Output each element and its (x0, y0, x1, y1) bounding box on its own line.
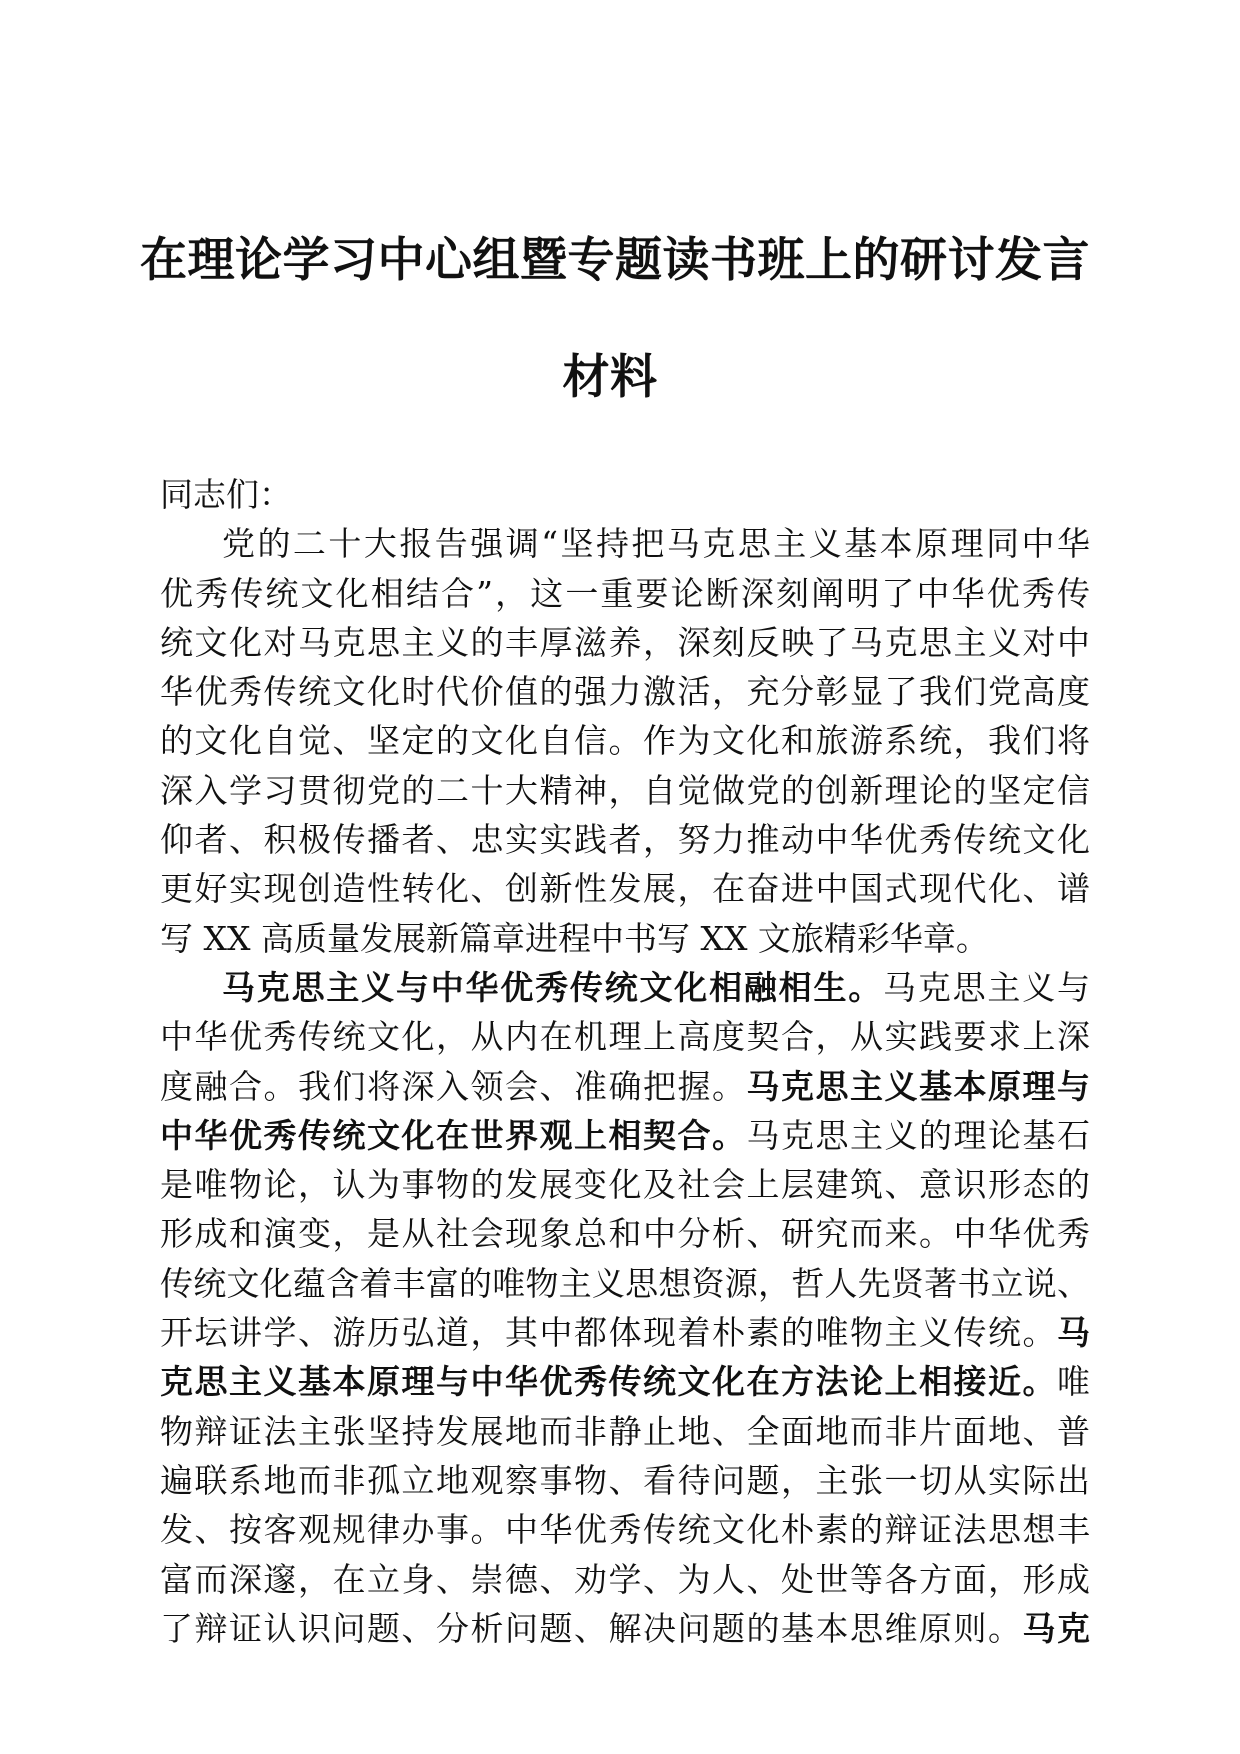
paragraph-1-line: 仰者、积极传播者、忠实实践者，努力推动中华优秀传统文化 (160, 820, 1090, 860)
paragraph-2-line: 发、按客观规律办事。中华优秀传统文化朴素的辩证法思想丰 (160, 1510, 1090, 1550)
paragraph-2-line (160, 1062, 1090, 1111)
paragraph-2-line (160, 1604, 1090, 1653)
document-body (160, 470, 1090, 1653)
document-title-line-2: 材料 (562, 350, 658, 405)
heading-marxism-and-culture: 马克思主义与中华优秀传统文化相融相生。 (222, 967, 884, 1007)
paragraph-2-line (160, 963, 1090, 1012)
paragraph-2-text: 度融合。我们将深入领会、准确把握。 (160, 1066, 747, 1106)
paragraph-1-line: 深入学习贯彻党的二十大精神，自觉做党的创新理论的坚定信 (160, 770, 1090, 810)
paragraph-1-line: 党的二十大报告强调“坚持把马克思主义基本原理同中华 (222, 524, 1090, 564)
paragraph-2-line: 中华优秀传统文化，从内在机理上高度契合，从实践要求上深 (160, 1017, 1090, 1057)
heading-methodology-cont: 克思主义基本原理与中华优秀传统文化在方法论上相接近。 (160, 1362, 1057, 1402)
paragraph-2-line: 形成和演变，是从社会现象总和中分析、研究而来。中华优秀 (160, 1214, 1090, 1254)
paragraph-2-text: 唯 (1057, 1362, 1090, 1402)
paragraph-2-line (160, 1111, 1090, 1160)
paragraph-2-line: 物辩证法主张坚持发展地而非静止地、全面地而非片面地、普 (160, 1411, 1090, 1451)
heading-methodology: 马 (1057, 1313, 1090, 1353)
heading-next: 马克 (1022, 1608, 1090, 1648)
paragraph-2-text: 了辩证认识问题、分析问题、解决问题的基本思维原则。 (160, 1608, 1023, 1648)
heading-worldview: 马克思主义基本原理与 (746, 1066, 1090, 1106)
paragraph-1-line: 写 XX 高质量发展新篇章进程中书写 XX 文旅精彩华章。 (160, 918, 989, 958)
paragraph-2-line (160, 1308, 1090, 1357)
paragraph-1-line: 华优秀传统文化时代价值的强力激活，充分彰显了我们党高度 (160, 672, 1090, 712)
paragraph-2-line: 传统文化蕴含着丰富的唯物主义思想资源，哲人先贤著书立说、 (160, 1263, 1090, 1303)
heading-worldview-cont: 中华优秀传统文化在世界观上相契合。 (160, 1115, 747, 1155)
paragraph-2-text: 开坛讲学、游历弘道，其中都体现着朴素的唯物主义传统。 (160, 1313, 1057, 1353)
paragraph-2-text: 马克思主义与 (883, 967, 1091, 1007)
paragraph-1-line: 的文化自觉、坚定的文化自信。作为文化和旅游系统，我们将 (160, 721, 1090, 761)
paragraph-2-text: 马克思主义的理论基石 (746, 1115, 1090, 1155)
paragraph-1-line: 更好实现创造性转化、创新性发展，在奋进中国式现代化、谱 (160, 869, 1090, 909)
paragraph-1-line: 优秀传统文化相结合”，这一重要论断深刻阐明了中华优秀传 (160, 573, 1090, 613)
paragraph-1-line: 统文化对马克思主义的丰厚滋养，深刻反映了马克思主义对中 (160, 622, 1090, 662)
paragraph-2-line: 遍联系地而非孤立地观察事物、看待问题，主张一切从实际出 (160, 1460, 1090, 1500)
paragraph-2-line: 富而深邃，在立身、崇德、劝学、为人、处世等各方面，形成 (160, 1559, 1090, 1599)
document-title-line-1: 在理论学习中心组暨专题读书班上的研讨发言 (140, 233, 1090, 288)
paragraph-2-line (160, 1357, 1090, 1406)
paragraph-2-line: 是唯物论，认为事物的发展变化及社会上层建筑、意识形态的 (160, 1165, 1090, 1205)
salutation: 同志们： (160, 475, 292, 514)
